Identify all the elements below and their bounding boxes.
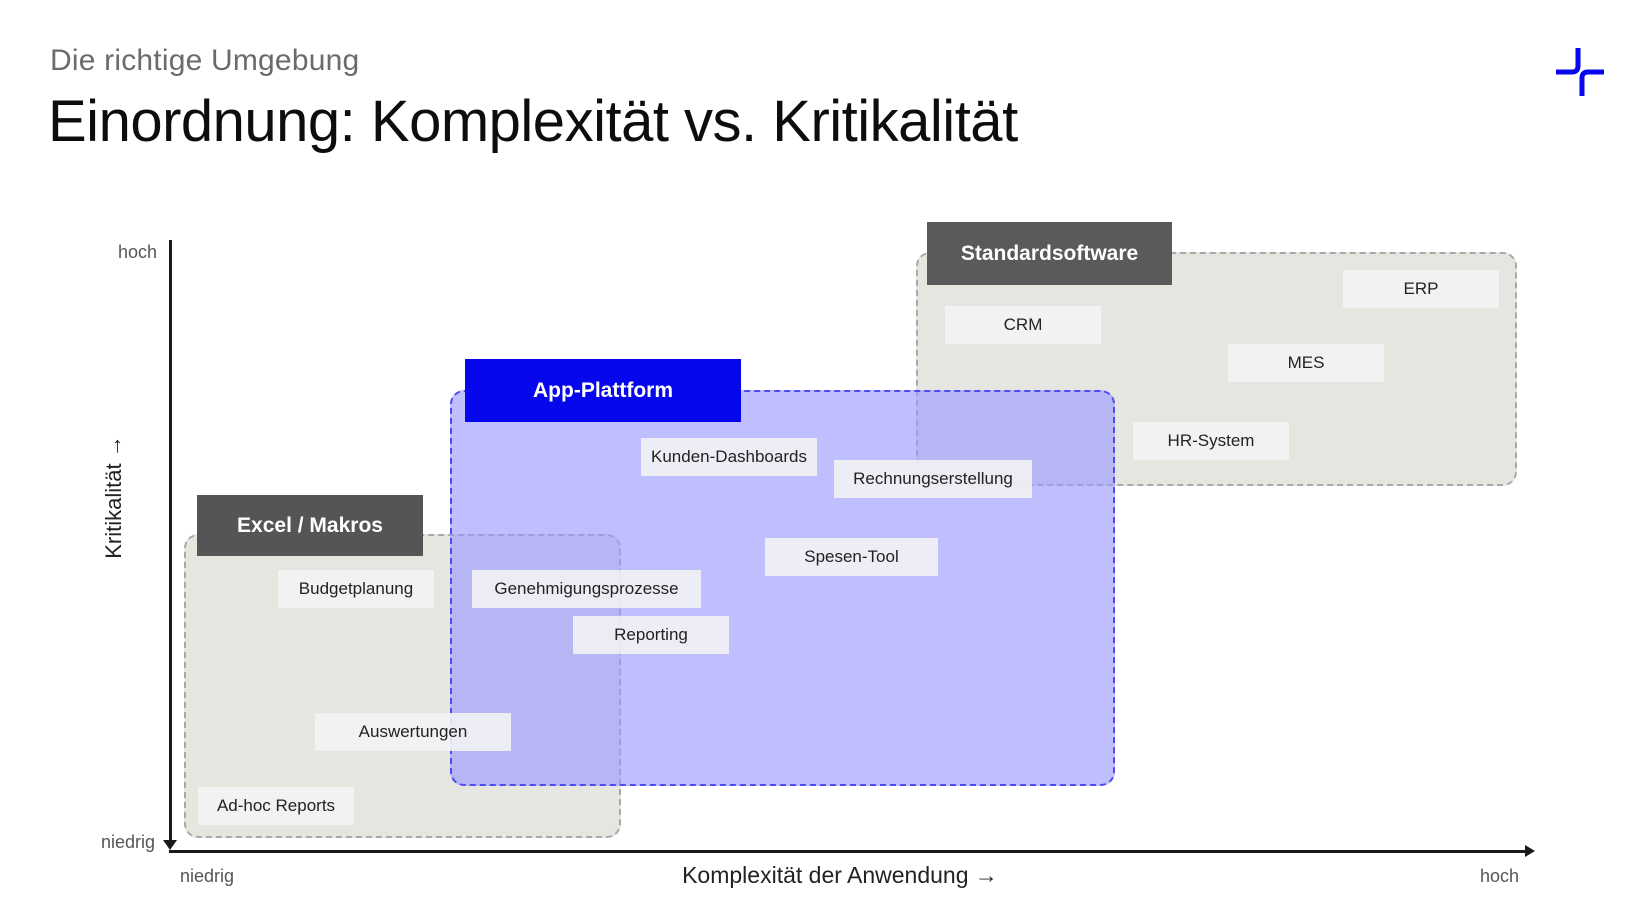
x-axis-low-label: niedrig xyxy=(180,866,235,886)
item-budgetplanung: Budgetplanung xyxy=(278,570,434,608)
standardsoftware-region-header: Standardsoftware xyxy=(927,222,1172,285)
y-axis-arrow-icon xyxy=(163,840,177,850)
x-axis-arrow-icon xyxy=(1525,845,1535,857)
page-subtitle: Die richtige Umgebung xyxy=(50,44,360,77)
item-erp: ERP xyxy=(1343,270,1499,308)
item-rechnungserstellung: Rechnungserstellung xyxy=(834,460,1032,498)
app-platform-region-header: App-Plattform xyxy=(465,359,741,422)
y-axis-line xyxy=(169,240,172,844)
item-ad-hoc-reports: Ad-hoc Reports xyxy=(198,787,354,825)
item-reporting: Reporting xyxy=(573,616,729,654)
y-axis-title: Kritikalität → xyxy=(101,435,126,559)
item-spesen-tool: Spesen-Tool xyxy=(765,538,938,576)
x-axis-high-label: hoch xyxy=(1480,866,1520,886)
item-kunden-dashboards: Kunden-Dashboards xyxy=(641,438,817,476)
item-genehmigungsprozesse: Genehmigungsprozesse xyxy=(472,570,701,608)
y-axis-low-label: niedrig xyxy=(101,832,156,852)
excel-region-header: Excel / Makros xyxy=(197,495,423,556)
item-hr-system: HR-System xyxy=(1133,422,1289,460)
y-axis-high-label: hoch xyxy=(118,242,158,262)
plus-arrow-logo-icon xyxy=(1556,48,1604,96)
item-auswertungen: Auswertungen xyxy=(315,713,511,751)
page-title: Einordnung: Komplexität vs. Kritikalität xyxy=(48,89,1018,154)
item-crm: CRM xyxy=(945,306,1101,344)
item-mes: MES xyxy=(1228,344,1384,382)
x-axis-title: Komplexität der Anwendung → xyxy=(682,862,998,888)
x-axis-line xyxy=(169,850,1527,853)
